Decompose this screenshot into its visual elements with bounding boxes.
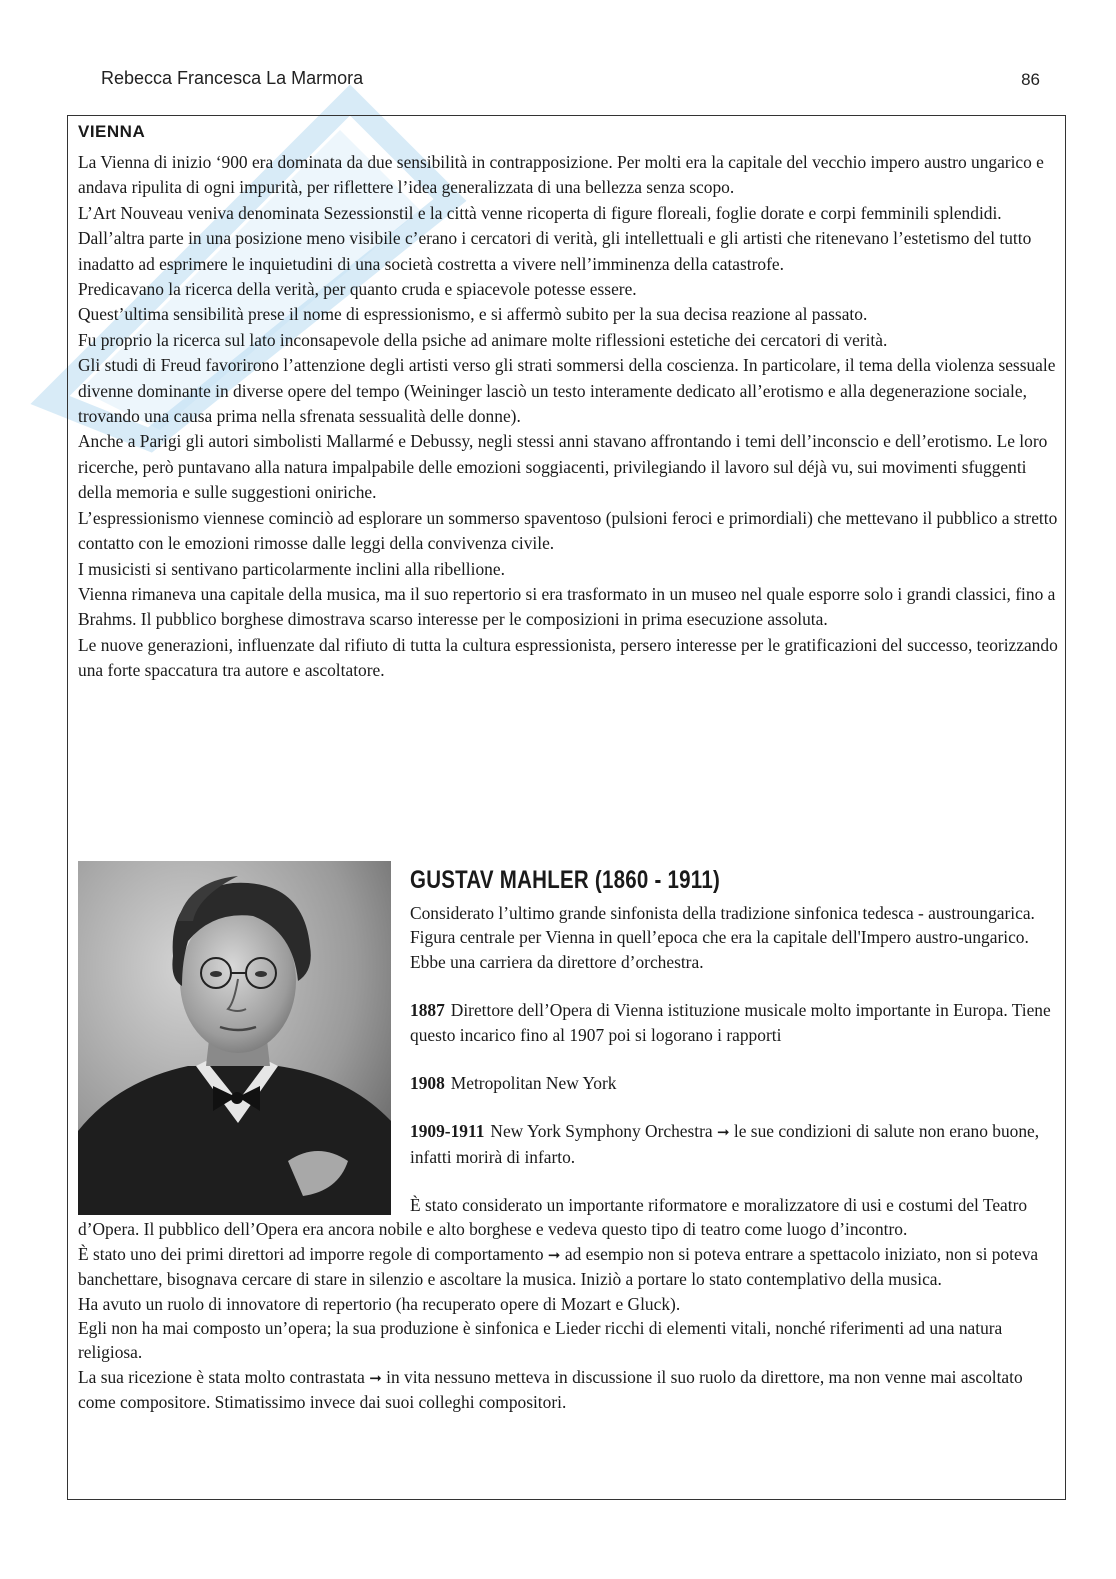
event-text: Direttore dell’Opera di Vienna istituzione musicale molto importante in Europa. Tiene questo incarico fino al 1907 poi si logorano i rapporti — [410, 1000, 1051, 1045]
mahler-reformer: È stato considerato un importante riformatore e moralizzatore di usi e costumi del Teatro d’Opera. Il pubblico dell’Opera era ancora nobile e alto borghese e vedeva questo tipo di teatro come luogo d’incontro. — [78, 1195, 1028, 1240]
mahler-rules — [78, 1242, 1060, 1292]
event-1908 — [410, 1071, 1060, 1095]
arrow-icon: ➞ — [716, 1123, 730, 1142]
vienna-paragraph: Gli studi di Freud favorirono l’attenzione degli artisti verso gli strati sommersi della coscienza. In particolare, il tema della violenza sessuale divenne dominante in diverse opere del tempo (Weininger lasciò un testo interamente dedicato all’erotismo e alla degenerazione sociale, trovando una causa prima nella sfrenata sessualità delle donne). — [78, 355, 1056, 427]
vienna-text — [78, 150, 1060, 684]
reception-text: in vita nessuno metteva in discussione il suo ruolo da direttore, ma non venne mai ascoltato come compositore. Stimatissimo invece dai suoi colleghi compositori. — [78, 1366, 1023, 1413]
section-title-mahler: GUSTAV MAHLER (1860 - 1911) — [410, 866, 721, 894]
mahler-column-text — [410, 901, 1060, 1169]
vienna-paragraph: Anche a Parigi gli autori simbolisti Mallarmé e Debussy, negli stessi anni stavano affrontando i temi dell’inconscio e dell’erotismo. Le loro ricerche, però puntavano alla natura impalpabile delle emozioni soggiacenti, privilegiando il lavoro sul déjà vu, sui movimenti sfuggenti della memoria e sulle suggestioni oniriche. — [78, 431, 1048, 503]
mahler-intro: Considerato l’ultimo grande sinfonista della tradizione sinfonica tedesca - austroungarica. Figura centrale per Vienna in quell’epoca che era la capitale dell'Impero austro-ungarico. — [410, 903, 1035, 948]
arrow-icon: ➞ — [547, 1245, 561, 1264]
header-author: Rebecca Francesca La Marmora — [101, 68, 364, 88]
vienna-paragraph: I musicisti si sentivano particolarmente inclini alla ribellione. — [78, 558, 505, 579]
event-1887 — [410, 998, 1060, 1047]
event-text: New York Symphony Orchestra — [490, 1121, 713, 1142]
event-1909 — [410, 1119, 1060, 1169]
event-year: 1908 — [410, 1073, 445, 1094]
mahler-portrait — [78, 861, 391, 1215]
vienna-paragraph: L’espressionismo viennese cominciò ad esplorare un sommerso spaventoso (pulsioni feroci e primordiali) che mettevano il pubblico a stretto contatto con le emozioni rimosse dalle leggi della convivenza civile. — [78, 507, 1058, 554]
vienna-paragraph: Le nuove generazioni, influenzate dal rifiuto di tutta la cultura espressionista, persero interesse per le gratificazioni del successo, teorizzando una forte spaccatura tra autore e ascoltatore. — [78, 634, 1058, 681]
section-title-vienna: VIENNA — [78, 122, 146, 141]
mahler-innovator: Ha avuto un ruolo di innovatore di repertorio (ha recuperato opere di Mozart e Gluck). — [78, 1293, 681, 1314]
mahler-full-text — [78, 1193, 1060, 1415]
vienna-paragraph: Fu proprio la ricerca sul lato inconsapevole della psiche ad animare molte riflessioni estetiche dei cercatori di verità. — [78, 329, 888, 350]
page-number: 86 — [1021, 70, 1040, 89]
rules-text: ad esempio non si poteva entrare a spettacolo iniziato, non si poteva banchettare, bisognava cercare di stare in silenzio e ascoltare la musica. Iniziò a portare lo stato contemplativo della musica. — [78, 1243, 1039, 1290]
vienna-paragraph: Vienna rimaneva una capitale della musica, ma il suo repertorio si era trasformato in un museo nel quale esporre solo i grandi classici, fino a Brahms. Il pubblico borghese dimostrava scarso interesse per le composizioni in prima esecuzione assoluta. — [78, 583, 1056, 630]
mahler-composer: Egli non ha mai composto un’opera; la sua produzione è sinfonica e Lieder ricchi di elementi vitali, nonché riferimenti ad una natura religiosa. — [78, 1318, 1003, 1363]
event-text: Metropolitan New York — [450, 1073, 617, 1094]
mahler-career: Ebbe una carriera da direttore d’orchestra. — [410, 951, 704, 972]
arrow-icon: ➞ — [369, 1368, 382, 1387]
vienna-paragraph: La Vienna di inizio ‘900 era dominata da due sensibilità in contrapposizione. Per molti era la capitale del vecchio impero austro ungarico e andava ripulita di ogni impurità, per riflettere l’idea generalizzata di una bellezza senza scopo. — [78, 152, 1044, 198]
mahler-reception — [78, 1365, 1060, 1415]
vienna-paragraph: L’Art Nouveau veniva denominata Sezessionstil e la città venne ricoperta di figure floreali, foglie dorate e corpi femminili splendidi. — [78, 202, 1002, 223]
event-year: 1909-1911 — [410, 1121, 485, 1142]
vienna-paragraph: Predicavano la ricerca della verità, per quanto cruda e spiacevole potesse essere. — [78, 279, 637, 300]
vienna-paragraph: Dall’altra parte in una posizione meno visibile c’erano i cercatori di verità, gli intellettuali e gli artisti che ritenevano l’estetismo del tutto inadatto ad esprimere le inquietudini di una società costretta a vivere nell’imminenza della catastrofe. — [78, 228, 1032, 274]
reception-text: La sua ricezione è stata molto contrastata — [78, 1366, 365, 1387]
event-text: le sue condizioni di salute non erano buone, infatti morirà di infarto. — [410, 1121, 1040, 1167]
vienna-paragraph: Quest’ultima sensibilità prese il nome di espressionismo, e si affermò subito per la sua decisa reazione al passato. — [78, 304, 868, 325]
rules-text: È stato uno dei primi direttori ad imporre regole di comportamento — [78, 1243, 544, 1264]
event-year: 1887 — [410, 1000, 445, 1021]
